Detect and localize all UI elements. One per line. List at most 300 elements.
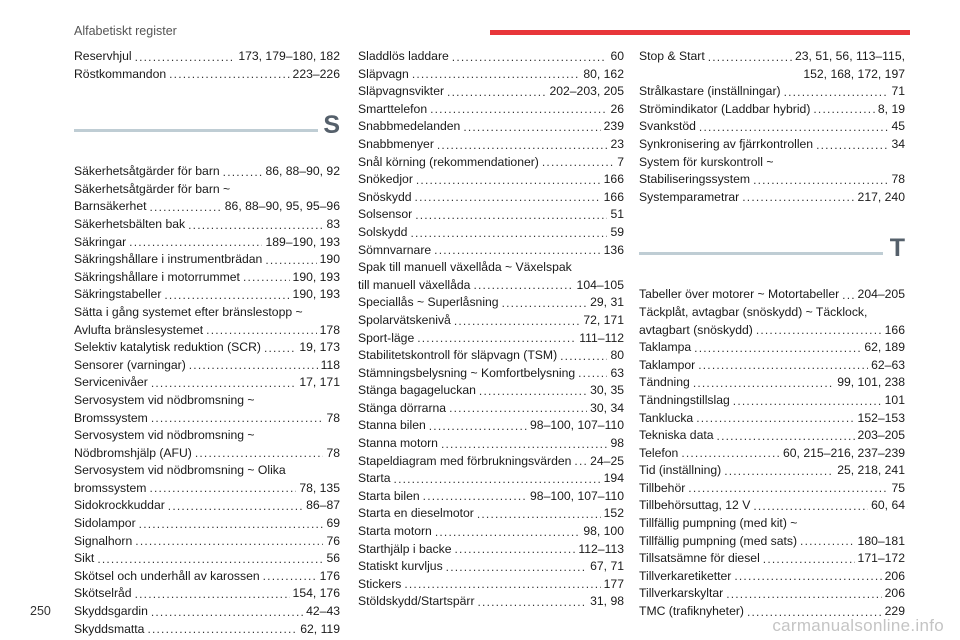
entry-term: Släpvagnsvikter bbox=[358, 84, 445, 99]
entry-pages: 30, 35 bbox=[590, 383, 624, 398]
entry-term: Stabilitetskontroll för släpvagn (TSM) bbox=[358, 348, 558, 363]
index-entry bbox=[74, 286, 340, 304]
entry-term: Synkronisering av fjärrkontrollen bbox=[639, 136, 814, 151]
index-entry bbox=[639, 322, 905, 340]
index-entry bbox=[358, 277, 624, 295]
leader-dots bbox=[423, 488, 527, 506]
index-entry bbox=[639, 462, 905, 480]
entry-pages: 19, 173 bbox=[299, 340, 340, 355]
entry-term: Nödbromshjälp (AFU) bbox=[74, 445, 192, 460]
entry-pages: 26 bbox=[610, 101, 624, 116]
index-entry bbox=[74, 410, 340, 428]
entry-pages: 29, 31 bbox=[590, 295, 624, 310]
leader-dots bbox=[188, 216, 323, 234]
entry-pages: 62, 119 bbox=[300, 621, 340, 636]
entry-term: Telefon bbox=[639, 445, 679, 460]
entry-term: Speciallås ~ Superlåsning bbox=[358, 295, 499, 310]
index-entry bbox=[639, 83, 905, 101]
index-entry bbox=[639, 585, 905, 603]
index-entry bbox=[74, 322, 340, 340]
entry-term: Bromssystem bbox=[74, 410, 148, 425]
entry-pages: 98–100, 107–110 bbox=[530, 418, 624, 433]
entry-term: Solsensor bbox=[358, 207, 413, 222]
section-header bbox=[639, 228, 905, 278]
entry-term: Tid (inställning) bbox=[639, 463, 722, 478]
leader-dots bbox=[417, 330, 576, 348]
entry-pages: 206 bbox=[884, 568, 905, 583]
entry-pages: 202–203, 205 bbox=[549, 84, 624, 99]
index-entry bbox=[639, 480, 905, 498]
leader-dots bbox=[446, 558, 587, 576]
index-entry bbox=[74, 48, 340, 66]
section-letter: T bbox=[889, 234, 905, 263]
entry-term: Säkringshållare i instrumentbrädan bbox=[74, 252, 263, 267]
entry-pages: 171–172 bbox=[857, 551, 905, 566]
index-entry bbox=[358, 242, 624, 260]
index-entry bbox=[358, 312, 624, 330]
entry-term: Säkringar bbox=[74, 234, 127, 249]
leader-dots bbox=[410, 224, 607, 242]
index-entry-line: Spak till manuell växellåda ~ Växelspak bbox=[358, 260, 572, 275]
leader-dots bbox=[699, 118, 889, 136]
entry-pages: 51 bbox=[610, 207, 624, 222]
index-entry bbox=[358, 541, 624, 559]
leader-dots bbox=[763, 550, 855, 568]
entry-pages: 42–43 bbox=[306, 604, 340, 619]
index-entry bbox=[358, 66, 624, 84]
section-letter: S bbox=[323, 111, 340, 140]
leader-dots bbox=[756, 322, 882, 340]
entry-pages: 190 bbox=[319, 252, 340, 267]
entry-term: Sensorer (varningar) bbox=[74, 357, 186, 372]
index-entry bbox=[358, 382, 624, 400]
entry-term: Signalhorn bbox=[74, 533, 133, 548]
index-entry bbox=[74, 603, 340, 621]
entry-term: Tillbehörsuttag, 12 V bbox=[639, 498, 751, 513]
entry-term: Tekniska data bbox=[639, 428, 714, 443]
entry-pages: 7 bbox=[617, 154, 624, 169]
entry-pages: 99, 101, 238 bbox=[837, 375, 905, 390]
entry-pages: 112–113 bbox=[578, 541, 624, 556]
entry-term: Statiskt kurvljus bbox=[358, 559, 443, 574]
entry-pages: 189–190, 193 bbox=[265, 234, 340, 249]
leader-dots bbox=[708, 48, 792, 66]
index-entry bbox=[74, 198, 340, 216]
entry-pages: 80, 162 bbox=[583, 66, 624, 81]
entry-term: Säkerhetsbälten bak bbox=[74, 216, 186, 231]
leader-dots bbox=[223, 163, 263, 181]
leader-dots bbox=[150, 198, 222, 216]
index-entry bbox=[358, 435, 624, 453]
entry-term: Sidolampor bbox=[74, 516, 136, 531]
entry-pages: 69 bbox=[326, 516, 340, 531]
entry-pages: 104–105 bbox=[576, 277, 624, 292]
section-header bbox=[74, 105, 340, 155]
index-entry bbox=[358, 171, 624, 189]
leader-dots bbox=[139, 515, 324, 533]
leader-dots bbox=[455, 541, 576, 559]
entry-pages: 176 bbox=[319, 568, 340, 583]
leader-dots bbox=[542, 154, 614, 172]
leader-dots bbox=[135, 585, 290, 603]
entry-pages: 166 bbox=[603, 189, 624, 204]
leader-dots bbox=[429, 417, 527, 435]
index-entry bbox=[639, 392, 905, 410]
entry-pages: 63 bbox=[610, 365, 624, 380]
leader-dots bbox=[479, 382, 587, 400]
entry-term: Skyddsgardin bbox=[74, 604, 148, 619]
leader-dots bbox=[415, 206, 607, 224]
index-entry-line: Sätta i gång systemet efter bränslestopp ~ bbox=[74, 304, 303, 319]
entry-term: Taklampa bbox=[639, 340, 692, 355]
entry-pages: 111–112 bbox=[579, 330, 624, 345]
entry-term: Barnsäkerhet bbox=[74, 199, 147, 214]
entry-pages: 60, 215–216, 237–239 bbox=[783, 445, 905, 460]
index-entry bbox=[358, 224, 624, 242]
entry-term: till manuell växellåda bbox=[358, 277, 471, 292]
leader-dots bbox=[394, 470, 601, 488]
entry-pages: 190, 193 bbox=[292, 287, 340, 302]
leader-dots bbox=[147, 621, 297, 639]
entry-pages: 83 bbox=[326, 216, 340, 231]
leader-dots bbox=[813, 101, 875, 119]
index-entry bbox=[358, 294, 624, 312]
entry-pages: 177 bbox=[603, 576, 624, 591]
leader-dots bbox=[698, 357, 868, 375]
entry-term: Taklampor bbox=[639, 357, 696, 372]
entry-term: Svankstöd bbox=[639, 119, 696, 134]
entry-term: Starta bbox=[358, 471, 391, 486]
entry-pages: 45 bbox=[891, 119, 905, 134]
leader-dots bbox=[454, 312, 581, 330]
leader-dots bbox=[578, 365, 607, 383]
leader-dots bbox=[437, 136, 608, 154]
leader-dots bbox=[473, 277, 573, 295]
leader-dots bbox=[195, 445, 324, 463]
entry-pages: 180–181 bbox=[857, 533, 905, 548]
header-title: Alfabetiskt register bbox=[74, 24, 177, 38]
index-entry bbox=[639, 374, 905, 392]
entry-term: Stop & Start bbox=[639, 49, 705, 63]
index-entry bbox=[358, 101, 624, 119]
leader-dots bbox=[404, 576, 600, 594]
entry-pages: 59 bbox=[610, 224, 624, 239]
entry-term: Spolarvätskenivå bbox=[358, 312, 451, 327]
leader-dots bbox=[742, 189, 854, 207]
entry-term: Stanna motorn bbox=[358, 436, 438, 451]
leader-dots bbox=[97, 550, 323, 568]
leader-dots bbox=[733, 392, 882, 410]
index-entry-line: Tillfällig pumpning (med kit) ~ bbox=[639, 516, 798, 531]
leader-dots bbox=[753, 497, 868, 515]
leader-dots bbox=[168, 497, 303, 515]
entry-pages: 24–25 bbox=[590, 453, 624, 468]
entry-term: Sömnvarnare bbox=[358, 242, 432, 257]
index-entry bbox=[639, 171, 905, 189]
entry-pages: 8, 19 bbox=[877, 101, 905, 116]
entry-term: Snökedjor bbox=[358, 172, 413, 187]
entry-pages: 206 bbox=[884, 586, 905, 601]
index-entry bbox=[74, 533, 340, 551]
entry-term: Snöskydd bbox=[358, 189, 412, 204]
leader-dots bbox=[265, 251, 316, 269]
entry-term: avtagbart (snöskydd) bbox=[639, 322, 753, 337]
index-entry bbox=[358, 593, 624, 611]
leader-dots bbox=[169, 66, 289, 84]
entry-pages: 86–87 bbox=[306, 498, 340, 513]
index-entry-line: Täckplåt, avtagbar (snöskydd) ~ Täcklock, bbox=[639, 304, 868, 319]
entry-pages: 86, 88–90, 95, 95–96 bbox=[224, 199, 340, 214]
index-entry-line: Säkerhetsåtgärder för barn ~ bbox=[74, 181, 231, 196]
header-accent-bar bbox=[490, 30, 910, 35]
leader-dots bbox=[693, 374, 834, 392]
leader-dots bbox=[452, 48, 608, 66]
watermark: carmanualsonline.info bbox=[772, 616, 944, 635]
leader-dots bbox=[681, 445, 780, 463]
entry-pages: 166 bbox=[884, 322, 905, 337]
index-entry bbox=[639, 550, 905, 568]
entry-term: Tillverkaretiketter bbox=[639, 568, 732, 583]
index-entry bbox=[74, 585, 340, 603]
index-entry bbox=[358, 400, 624, 418]
index-entry bbox=[74, 251, 340, 269]
entry-term: Tabeller över motorer ~ Motortabeller bbox=[639, 287, 840, 302]
index-entry bbox=[639, 445, 905, 463]
leader-dots bbox=[477, 505, 601, 523]
leader-dots bbox=[151, 410, 324, 428]
index-entry bbox=[639, 427, 905, 445]
index-entry bbox=[358, 48, 624, 66]
index-entry bbox=[74, 269, 340, 287]
entry-pages: 98, 100 bbox=[583, 524, 624, 539]
leader-dots bbox=[688, 480, 888, 498]
index-entry bbox=[358, 330, 624, 348]
leader-dots bbox=[430, 101, 607, 119]
index-column-2 bbox=[358, 48, 624, 611]
leader-dots bbox=[164, 286, 289, 304]
entry-term: Stanna bilen bbox=[358, 418, 426, 433]
leader-dots bbox=[800, 533, 855, 551]
index-entry bbox=[74, 374, 340, 392]
entry-term: Smarttelefon bbox=[358, 101, 428, 116]
entry-pages: 78 bbox=[326, 445, 340, 460]
index-entry bbox=[358, 488, 624, 506]
entry-pages: 178 bbox=[319, 322, 340, 337]
index-entry bbox=[358, 505, 624, 523]
entry-term: Tändning bbox=[639, 375, 690, 390]
index-entry bbox=[74, 216, 340, 234]
entry-term: Snabbmedelanden bbox=[358, 119, 461, 134]
entry-pages: 23, 51, 56, 113–115, bbox=[794, 49, 905, 63]
leader-dots bbox=[135, 48, 236, 66]
index-entry bbox=[639, 136, 905, 154]
index-entry bbox=[74, 621, 340, 639]
index-entry bbox=[639, 497, 905, 515]
index-entry bbox=[358, 118, 624, 136]
index-column-1 bbox=[74, 48, 340, 638]
leader-dots bbox=[696, 410, 854, 428]
entry-term: Stöldskydd/Startspärr bbox=[358, 594, 475, 609]
entry-term: Selektiv katalytisk reduktion (SCR) bbox=[74, 340, 261, 355]
leader-dots bbox=[726, 585, 881, 603]
entry-term: Servicenivåer bbox=[74, 375, 148, 390]
index-entry bbox=[639, 533, 905, 551]
entry-pages: 25, 218, 241 bbox=[837, 463, 905, 478]
entry-term: Starta motorn bbox=[358, 524, 432, 539]
leader-dots bbox=[574, 453, 587, 471]
index-entry bbox=[358, 189, 624, 207]
entry-term: Säkringshållare i motorrummet bbox=[74, 269, 240, 284]
entry-pages: 136 bbox=[603, 242, 624, 257]
index-entry bbox=[74, 66, 340, 84]
entry-pages: 31, 98 bbox=[590, 594, 624, 609]
index-entry bbox=[74, 234, 340, 252]
index-entry bbox=[358, 365, 624, 383]
entry-pages: 86, 88–90, 92 bbox=[265, 164, 340, 179]
index-entry bbox=[358, 206, 624, 224]
index-entry bbox=[74, 339, 340, 357]
leader-dots bbox=[151, 374, 296, 392]
entry-pages: 152 bbox=[603, 506, 624, 521]
entry-pages: 173, 179–180, 182 bbox=[238, 49, 340, 63]
index-entry bbox=[358, 417, 624, 435]
section-divider bbox=[74, 129, 318, 132]
entry-term: Sidokrockkuddar bbox=[74, 498, 165, 513]
leader-dots bbox=[435, 523, 580, 541]
leader-dots bbox=[478, 593, 588, 611]
index-entry bbox=[358, 136, 624, 154]
leader-dots bbox=[784, 83, 889, 101]
entry-term: Tillbehör bbox=[639, 480, 686, 495]
index-entry bbox=[358, 576, 624, 594]
index-entry-line: Servosystem vid nödbromsning ~ bbox=[74, 392, 255, 407]
entry-term: Släpvagn bbox=[358, 66, 409, 81]
leader-dots bbox=[129, 234, 262, 252]
entry-pages: 34 bbox=[891, 136, 905, 151]
index-entry bbox=[639, 568, 905, 586]
leader-dots bbox=[717, 427, 855, 445]
entry-pages: 98 bbox=[610, 436, 624, 451]
index-entry bbox=[358, 558, 624, 576]
leader-dots bbox=[263, 568, 317, 586]
entry-term: Tändningstillslag bbox=[639, 392, 730, 407]
index-entry bbox=[74, 550, 340, 568]
entry-pages: 190, 193 bbox=[292, 269, 340, 284]
entry-term: Stämningsbelysning ~ Komfortbelysning bbox=[358, 365, 576, 380]
index-entry bbox=[639, 48, 905, 66]
entry-term: Avlufta bränslesystemet bbox=[74, 322, 204, 337]
entry-term: Systemparametrar bbox=[639, 189, 740, 204]
entry-pages: 152–153 bbox=[857, 410, 905, 425]
index-entry bbox=[74, 445, 340, 463]
entry-pages: 62, 189 bbox=[864, 340, 905, 355]
entry-term: Tanklucka bbox=[639, 410, 694, 425]
index-entry bbox=[74, 497, 340, 515]
entry-pages: 71 bbox=[891, 84, 905, 99]
entry-term: Stänga bagageluckan bbox=[358, 383, 476, 398]
entry-pages: 239 bbox=[603, 119, 624, 134]
entry-term: Snål körning (rekommendationer) bbox=[358, 154, 539, 169]
leader-dots bbox=[189, 357, 318, 375]
entry-term: Röstkommandon bbox=[74, 66, 167, 81]
index-entry bbox=[358, 83, 624, 101]
leader-dots bbox=[415, 189, 601, 207]
entry-term: Tillverkarskyltar bbox=[639, 586, 724, 601]
entry-pages: 23 bbox=[610, 136, 624, 151]
index-column-3 bbox=[639, 48, 905, 621]
entry-pages: 78, 135 bbox=[299, 480, 340, 495]
leader-dots bbox=[449, 400, 587, 418]
entry-term: Stänga dörrarna bbox=[358, 400, 447, 415]
page-number: 250 bbox=[30, 604, 51, 618]
entry-term: Snabbmenyer bbox=[358, 136, 434, 151]
entry-term: Tillfällig pumpning (med sats) bbox=[639, 533, 798, 548]
index-entry bbox=[639, 189, 905, 207]
entry-term: Stabiliseringssystem bbox=[639, 172, 751, 187]
entry-pages: 60 bbox=[610, 49, 624, 63]
leader-dots bbox=[694, 339, 861, 357]
leader-dots bbox=[434, 242, 600, 260]
leader-dots bbox=[206, 322, 316, 340]
entry-term: Strålkastare (inställningar) bbox=[639, 84, 781, 99]
index-entry bbox=[74, 568, 340, 586]
index-entry bbox=[74, 163, 340, 181]
entry-pages: 67, 71 bbox=[590, 559, 624, 574]
index-entry bbox=[639, 101, 905, 119]
entry-pages: 75 bbox=[891, 480, 905, 495]
entry-term: Solskydd bbox=[358, 224, 408, 239]
entry-pages: 80 bbox=[610, 348, 624, 363]
index-entry bbox=[358, 154, 624, 172]
entry-pages: 118 bbox=[320, 357, 340, 372]
leader-dots bbox=[416, 171, 601, 189]
entry-pages: 223–226 bbox=[292, 66, 340, 81]
entry-term: Reservhjul bbox=[74, 49, 132, 63]
index-entry bbox=[358, 523, 624, 541]
entry-term: Säkerhetsåtgärder för barn bbox=[74, 164, 220, 179]
leader-dots bbox=[151, 603, 303, 621]
index-entry-line: System för kurskontroll ~ bbox=[639, 154, 774, 169]
entry-pages: 56 bbox=[326, 551, 340, 566]
leader-dots bbox=[441, 435, 607, 453]
entry-pages: 204–205 bbox=[857, 287, 905, 302]
leader-dots bbox=[724, 462, 834, 480]
leader-dots bbox=[734, 568, 881, 586]
entry-pages: 62–63 bbox=[871, 357, 905, 372]
entry-pages: 78 bbox=[891, 172, 905, 187]
entry-pages: 72, 171 bbox=[583, 312, 624, 327]
entry-pages: 194 bbox=[603, 471, 624, 486]
entry-pages: 217, 240 bbox=[857, 189, 905, 204]
leader-dots bbox=[560, 347, 607, 365]
leader-dots bbox=[842, 286, 854, 304]
entry-term: Sikt bbox=[74, 551, 95, 566]
leader-dots bbox=[264, 339, 296, 357]
index-entry bbox=[639, 339, 905, 357]
leader-dots bbox=[243, 269, 290, 287]
entry-pages: 60, 64 bbox=[871, 498, 905, 513]
section-divider bbox=[639, 252, 883, 255]
entry-term: bromssystem bbox=[74, 480, 147, 495]
leader-dots bbox=[753, 171, 888, 189]
leader-dots bbox=[135, 533, 323, 551]
entry-pages: 203–205 bbox=[857, 428, 905, 443]
entry-pages: 166 bbox=[603, 172, 624, 187]
entry-term: Starta bilen bbox=[358, 488, 420, 503]
leader-dots bbox=[816, 136, 888, 154]
index-entry bbox=[639, 357, 905, 375]
entry-pages: 30, 34 bbox=[590, 400, 624, 415]
